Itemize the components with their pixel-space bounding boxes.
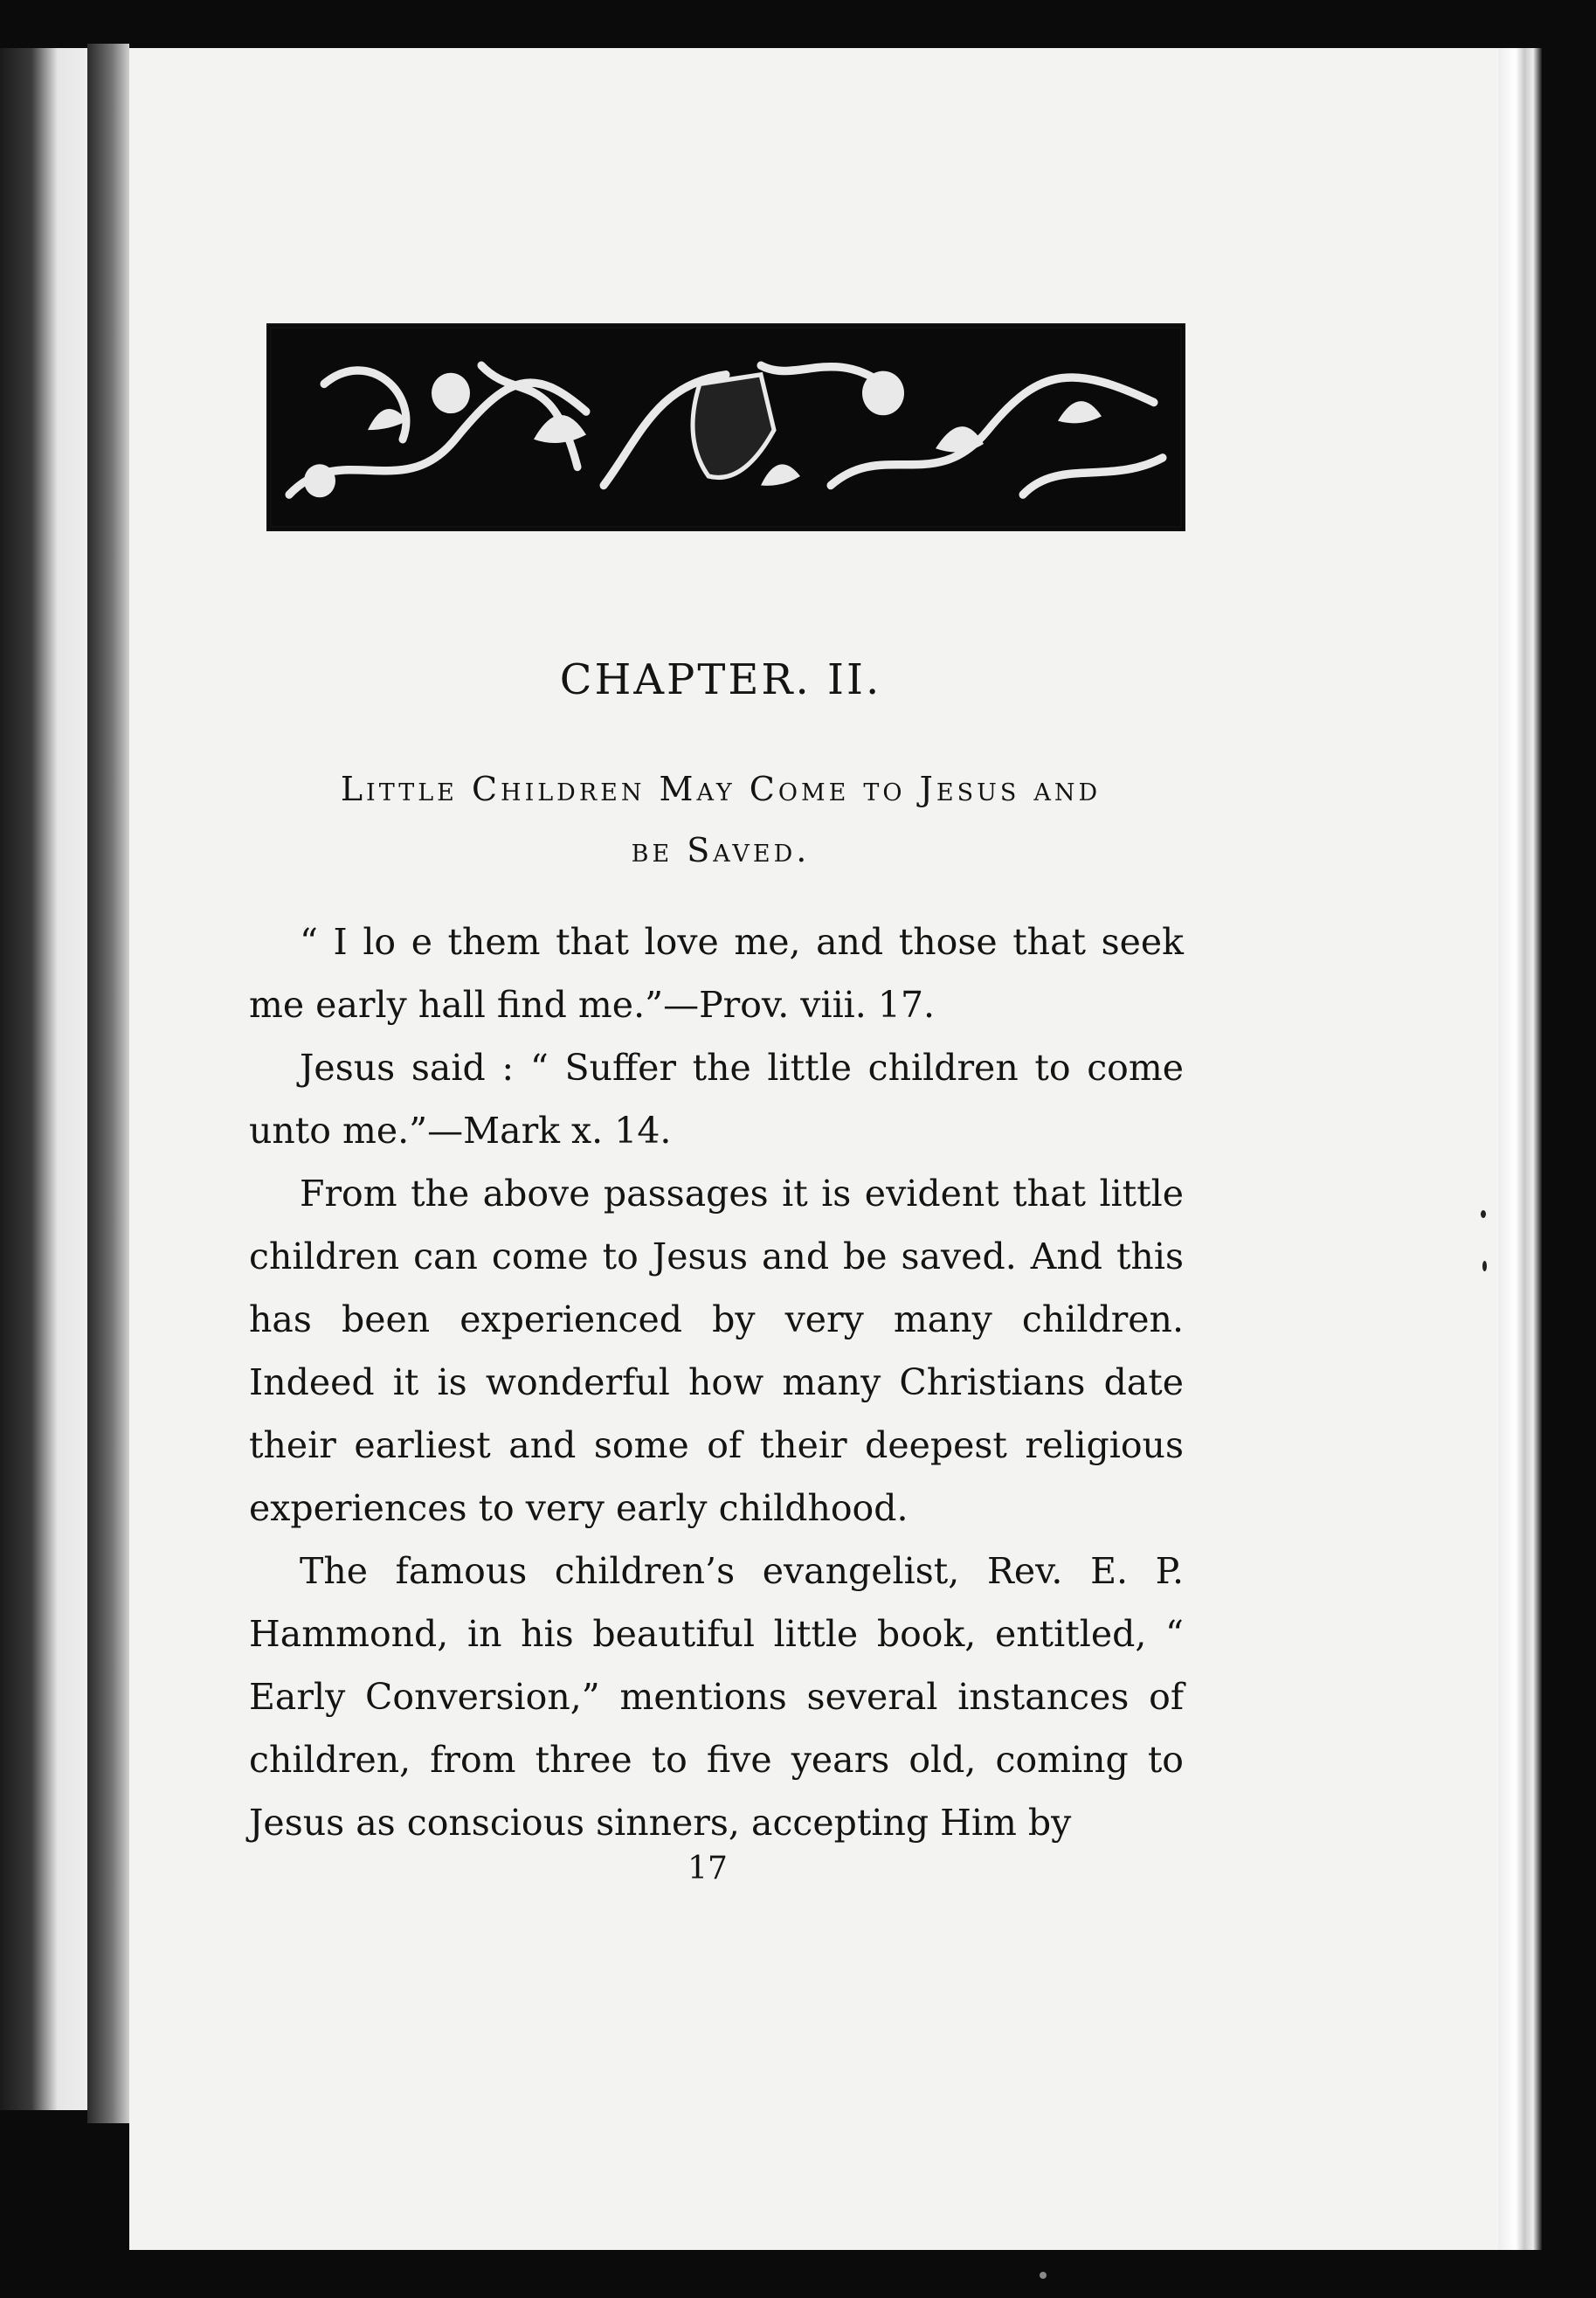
chapter-title xyxy=(253,758,1188,881)
scan-speck xyxy=(1482,1261,1487,1271)
floral-headpiece-icon xyxy=(266,323,1185,531)
body-paragraph: From the above passages it is evident that little children can come to Jesus and be saved. And this has been experienced by very many children. Indeed it is wonderful how many Christians date their earliest and some of their deepest religious experiences to very early childhood. xyxy=(249,1173,1184,1529)
scan-speck xyxy=(1040,2272,1047,2279)
page-number: 17 xyxy=(687,1851,728,1886)
page-fore-edge xyxy=(1498,48,1542,2250)
epigraph-mark: Jesus said : “ Suffer the little children to come unto me.”—Mark x. 14. xyxy=(249,1047,1184,1152)
chapter-title-line: Little Children May Come to Jesus and xyxy=(340,770,1102,808)
book-spine xyxy=(87,44,129,2123)
epigraph-proverbs: “ I lo e them that love me, and those that seek me early hall find me.”—Prov. viii. 17. xyxy=(249,921,1184,1026)
chapter-title-line: be Saved. xyxy=(631,831,811,869)
body-paragraph: The famous children’s evangelist, Rev. E. P. Hammond, in his beautiful little book, entitled, “ Early Conversion,” mentions several instances of children, from three to five years old, coming to Jesus as conscious sinners, accepting Him by xyxy=(249,1550,1184,1844)
scan-speck xyxy=(1481,1210,1486,1218)
chapter-heading: CHAPTER. II. xyxy=(559,655,882,704)
